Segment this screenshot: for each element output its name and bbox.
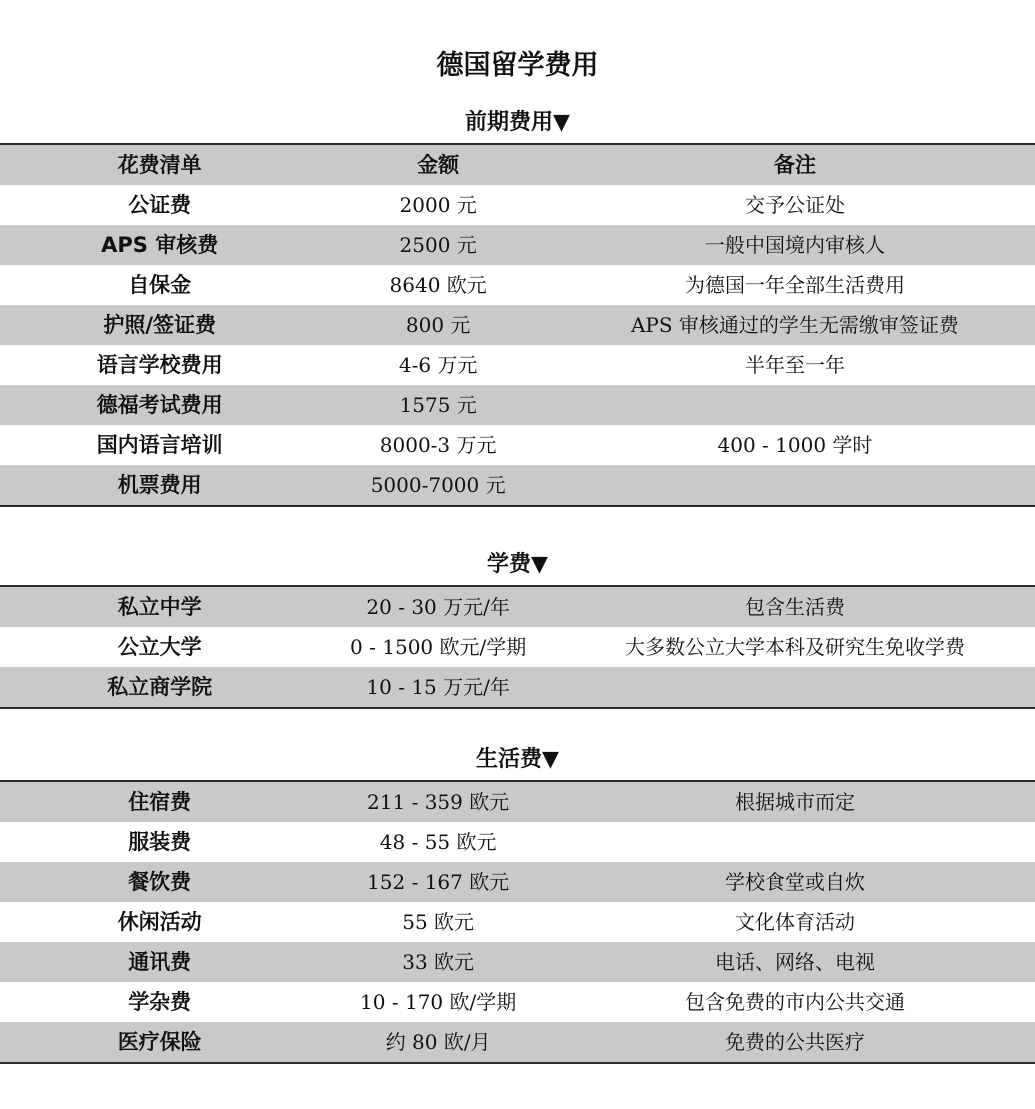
note-cell: 大多数公立大学本科及研究生免收学费: [624, 635, 965, 659]
cost-table: [0, 585, 1035, 709]
section-title: 前期费用▼: [465, 110, 570, 135]
amount-cell: 10 - 15 万元/年: [366, 675, 510, 699]
note-cell: [555, 385, 1035, 425]
note-cell: 文化体育活动: [734, 910, 855, 934]
item-cell: 私立商学院: [107, 675, 213, 699]
table-row: [0, 225, 1035, 265]
item-cell: APS 审核费: [101, 233, 219, 257]
note-cell: 免费的公共医疗: [724, 1030, 865, 1054]
note-cell: 根据城市而定: [734, 790, 855, 814]
amount-cell: 48 - 55 欧元: [379, 830, 497, 854]
item-cell: 机票费用: [117, 473, 202, 497]
section-living-costs: [0, 740, 1035, 1064]
note-cell: [555, 667, 1035, 707]
column-header-amount: 金额: [417, 153, 460, 177]
item-cell: 学杂费: [128, 990, 192, 1014]
amount-cell: 0 - 1500 欧元/学期: [350, 635, 527, 659]
note-cell: 交予公证处: [744, 193, 845, 217]
note-cell: [555, 822, 1035, 862]
note-cell: [555, 465, 1035, 505]
note-cell: 包含免费的市内公共交通: [684, 990, 905, 1014]
amount-cell: 211 - 359 欧元: [367, 790, 510, 814]
table-row: [0, 385, 1035, 425]
amount-cell: 8000-3 万元: [379, 433, 497, 457]
table-row: [0, 587, 1035, 627]
table-row: [0, 782, 1035, 822]
item-cell: 医疗保险: [117, 1030, 202, 1054]
table-header-row: [0, 145, 1035, 185]
table-row: [0, 185, 1035, 225]
cost-table: [0, 143, 1035, 507]
amount-cell: 10 - 170 欧/学期: [360, 990, 517, 1014]
note-cell: APS 审核通过的学生无需缴审签证费: [630, 313, 959, 337]
note-cell: 电话、网络、电视: [714, 950, 875, 974]
table-row: [0, 465, 1035, 505]
table-row: [0, 1022, 1035, 1062]
item-cell: 通讯费: [128, 950, 192, 974]
table-row: [0, 305, 1035, 345]
amount-cell: 20 - 30 万元/年: [366, 595, 510, 619]
item-cell: 护照/签证费: [103, 313, 217, 337]
section-upfront-costs: [0, 103, 1035, 507]
item-cell: 住宿费: [128, 790, 192, 814]
column-header-item: 花费清单: [117, 153, 202, 177]
table-row: [0, 902, 1035, 942]
table-row: [0, 982, 1035, 1022]
table-row: [0, 265, 1035, 305]
item-cell: 自保金: [128, 273, 192, 297]
amount-cell: 4-6 万元: [398, 353, 478, 377]
table-row: [0, 667, 1035, 707]
page-title: 德国留学费用: [436, 50, 599, 81]
amount-cell: 2000 元: [399, 193, 477, 217]
item-cell: 服装费: [128, 830, 192, 854]
item-cell: 公证费: [128, 193, 192, 217]
amount-cell: 8640 欧元: [389, 273, 487, 297]
note-cell: 半年至一年: [744, 353, 845, 377]
amount-cell: 1575 元: [399, 393, 477, 417]
amount-cell: 2500 元: [399, 233, 477, 257]
item-cell: 私立中学: [117, 595, 202, 619]
note-cell: 400 - 1000 学时: [717, 433, 873, 457]
note-cell: 为德国一年全部生活费用: [684, 273, 905, 297]
item-cell: 公立大学: [117, 635, 202, 659]
table-row: [0, 942, 1035, 982]
table-row: [0, 822, 1035, 862]
item-cell: 休闲活动: [117, 910, 202, 934]
item-cell: 国内语言培训: [96, 433, 223, 457]
table-row: [0, 425, 1035, 465]
note-cell: 包含生活费: [744, 595, 845, 619]
amount-cell: 800 元: [405, 313, 471, 337]
section-title: 生活费▼: [476, 747, 559, 772]
item-cell: 餐饮费: [128, 870, 192, 894]
amount-cell: 约 80 欧/月: [385, 1030, 491, 1054]
table-row: [0, 345, 1035, 385]
cost-table: [0, 780, 1035, 1064]
item-cell: 德福考试费用: [96, 393, 223, 417]
column-header-note: 备注: [773, 153, 816, 177]
amount-cell: 5000-7000 元: [370, 473, 506, 497]
note-cell: 一般中国境内审核人: [704, 233, 885, 257]
amount-cell: 152 - 167 欧元: [367, 870, 510, 894]
amount-cell: 33 欧元: [402, 950, 475, 974]
amount-cell: 55 欧元: [402, 910, 475, 934]
section-tuition: [0, 545, 1035, 709]
item-cell: 语言学校费用: [96, 353, 223, 377]
section-title: 学费▼: [487, 552, 548, 577]
note-cell: 学校食堂或自炊: [724, 870, 865, 894]
table-row: [0, 627, 1035, 667]
table-row: [0, 862, 1035, 902]
